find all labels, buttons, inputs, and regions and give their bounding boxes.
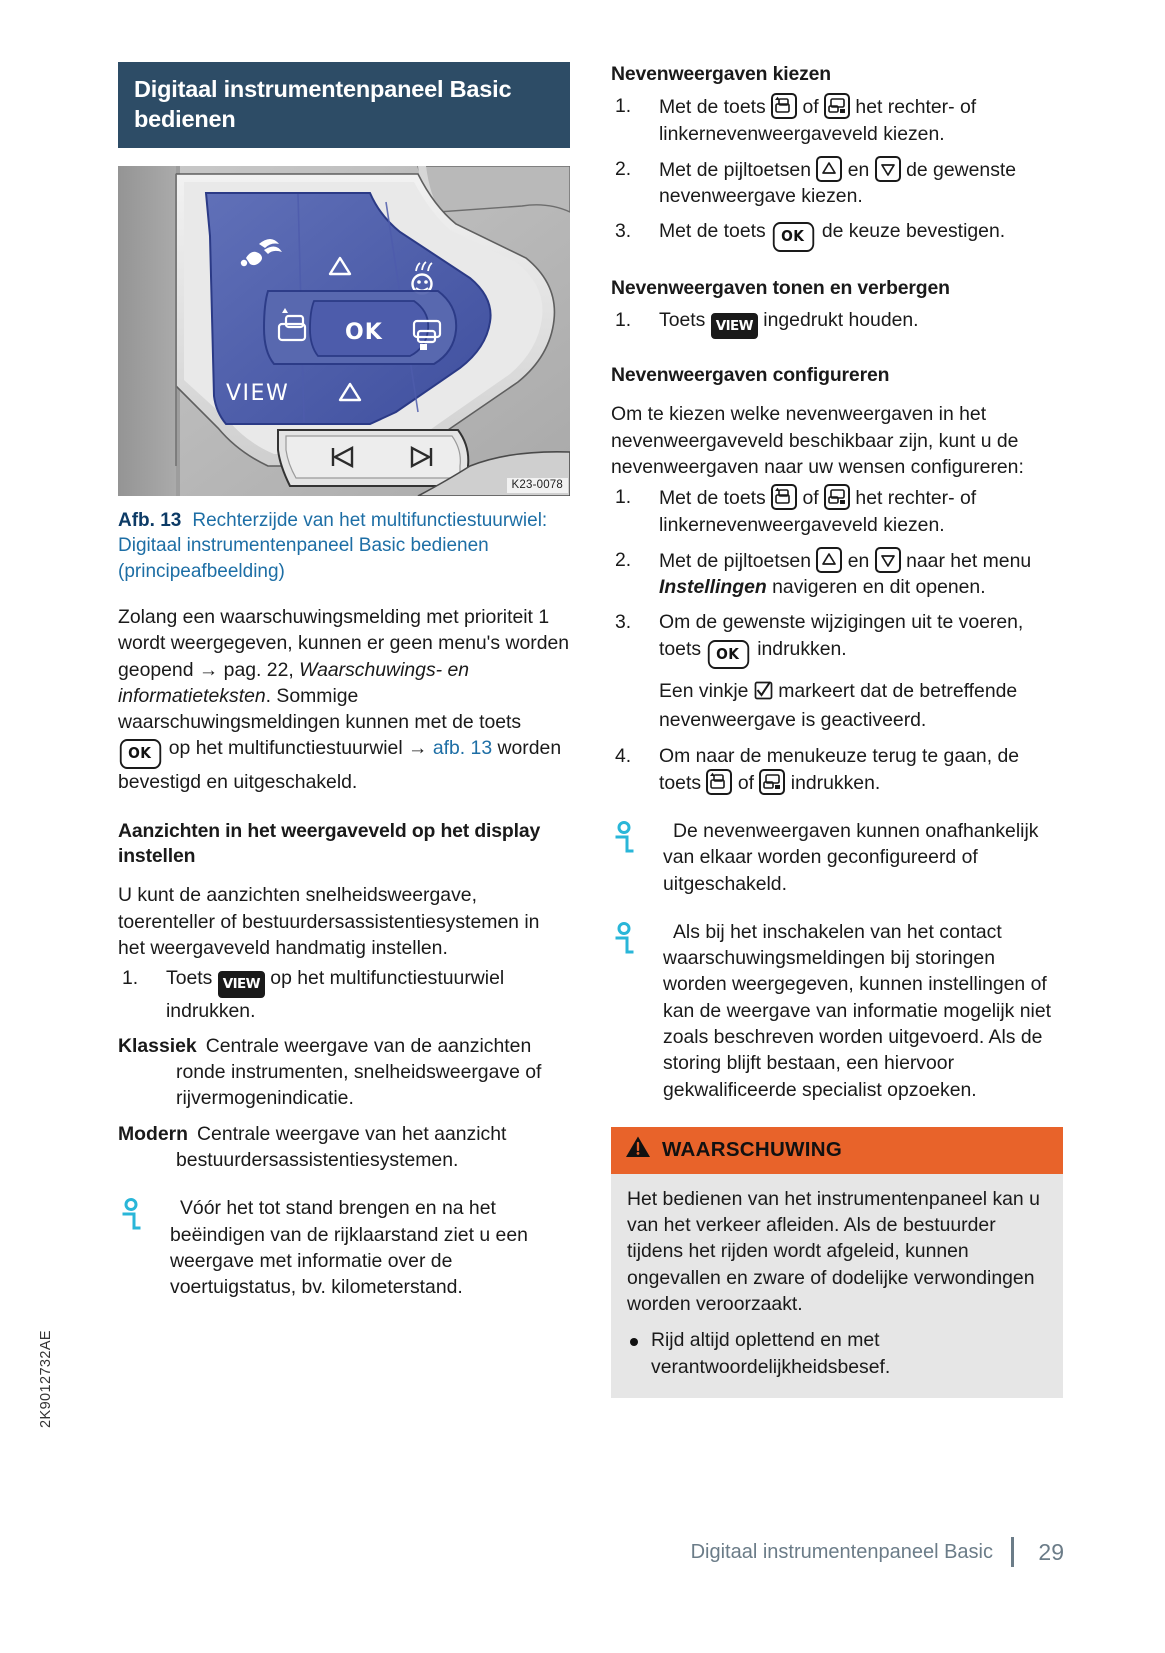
step-text-pre: Met de pijltoetsen [659, 158, 817, 181]
steps-list-select [611, 93, 1063, 251]
right-sub-display-key-icon [706, 769, 732, 795]
list-item [611, 218, 1063, 251]
right-sub-display-key-icon [771, 93, 797, 119]
step-text-mid: en [842, 549, 875, 572]
list-item [118, 1121, 570, 1174]
steps-list-configure [611, 484, 1063, 796]
info-note-text: Vóór het tot stand brengen en na het beëindigen van de rijklaarstand ziet u een weergave met informatie over de voertuigstatus, bv. kilometerstand. [170, 1197, 528, 1299]
warning-body-text: Het bedienen van het instrumentenpaneel kan u van het verkeer afleiden. Als de bestuurder tijdens het rijden wordt afgeleid, kunnen ongevallen en zware of dodelijke verwondingen worden veroorzaakt. [627, 1187, 1040, 1315]
definition-term: Klassiek [118, 1034, 197, 1057]
section-heading-show-hide: Nevenweergaven tonen en verbergen [611, 276, 950, 299]
ok-key-glyph: OK [708, 640, 750, 669]
para-part-1: Zolang een waarschuwingsmelding met prioriteit 1 wordt weergegeven, kunnen er geen menu's worden geopend → pag. 22, [118, 606, 570, 681]
checkbox-checked-icon [754, 681, 773, 707]
footer-divider [1011, 1537, 1014, 1567]
step-number: 2. [615, 157, 632, 180]
step-text-pre: Toets [166, 967, 218, 990]
info-icon [615, 922, 641, 963]
step-number: 2. [615, 548, 632, 571]
page-title: Digitaal instrumentenpaneel Basic bedienen [118, 62, 570, 148]
step-number: 1. [615, 308, 632, 331]
step-text-post: indrukken. [751, 637, 847, 660]
step-text-post: naar het menu [900, 549, 1032, 572]
left-sub-display-key-icon [824, 484, 850, 510]
view-key-glyph: VIEW [711, 313, 758, 339]
para-part-2: . Sommige waarschuwingsmeldingen kunnen met de toets [118, 684, 522, 734]
view-button-label: VIEW [226, 381, 290, 407]
ok-key-glyph: OK [773, 222, 815, 251]
arrow-down-key-icon [875, 547, 901, 573]
step-sub-text [659, 678, 1063, 734]
step-text-post2: navigeren en dit openen. [766, 576, 986, 599]
page-number: 29 [1038, 1538, 1064, 1565]
step-text-post: de keuze bevestigen. [816, 220, 1006, 243]
step-text-pre: Om de gewenste wijzigingen uit te voeren, toets [659, 611, 1024, 660]
step-text-post: het rechter- of linkernevenweergaveveld kiezen. [659, 96, 977, 145]
steps-list-views [118, 965, 570, 1024]
step-text-pre: Om naar de menukeuze terug te gaan, de toets [659, 744, 1020, 794]
menu-name-instellingen: Instellingen [659, 576, 767, 599]
arrow-up-key-icon [816, 156, 842, 182]
step-text-post: het rechter- of linkernevenweergaveveld kiezen. [659, 487, 977, 536]
figure-caption-text: Rechterzijde van het multifunctiestuurwiel: Digitaal instrumentenpaneel Basic bedienen (principeafbeelding) [118, 510, 548, 582]
footer-section-title: Digitaal instrumentenpaneel Basic [690, 1540, 993, 1563]
ok-key-glyph: OK [120, 739, 162, 768]
step-text-post: indrukken. [785, 771, 881, 794]
figure-code: K23-0078 [507, 478, 568, 493]
section-configure-intro: Om te kiezen welke nevenweergaven in het nevenweergaveveld beschikbaar zijn, kunt u de nevenweergaven naar uw wensen configureren: [611, 403, 1024, 478]
info-note-text: Als bij het inschakelen van het contact waarschuwingsmeldingen bij storingen worden weergegeven, kunnen instellingen of kan de weergave van informatie mogelijk niet zoals beschreven worden uitgevoerd. Als de storing blijft bestaan, een hiervoor gekwalificeerde specialist opzoeken. [663, 920, 1052, 1101]
cross-reference-link[interactable]: afb. 13 [432, 737, 493, 760]
list-item [611, 743, 1063, 797]
list-item [611, 156, 1063, 210]
ok-button-label: OK [345, 320, 383, 346]
step-text-mid: of [732, 771, 760, 794]
view-key-glyph: VIEW [218, 971, 265, 997]
figure-caption [118, 508, 570, 584]
definition-text: Centrale weergave van het aanzicht bestuurdersassistentiesystemen. [176, 1122, 507, 1171]
page-footer [0, 1537, 1165, 1567]
step-number: 1. [122, 967, 139, 990]
info-note-right-1 [611, 818, 1063, 897]
step-number: 1. [615, 486, 632, 509]
step-number: 4. [615, 744, 632, 767]
arrow-down-key-icon [875, 156, 901, 182]
para-italic-ref: Waarschuwings- en informatieteksten [118, 658, 470, 707]
step-text-post: de gewenste nevenweergave kiezen. [659, 158, 1017, 208]
warning-title: WAARSCHUWING [662, 1137, 843, 1161]
left-sub-display-key-icon [824, 93, 850, 119]
step-number: 3. [615, 611, 632, 634]
section-heading-select-sub-displays: Nevenweergaven kiezen [611, 63, 831, 85]
definition-text: Centrale weergave van de aanzichten ronde instrumenten, snelheidsweergave of rijvermogenindicatie. [176, 1034, 542, 1110]
para-part-3: op het multifunctiestuurwiel → [163, 737, 433, 760]
list-item [611, 484, 1063, 538]
sub-text-post: markeert dat de betreffende nevenweergave is geactiveerd. [659, 679, 1018, 732]
right-column [611, 62, 1063, 1398]
arrow-up-key-icon [816, 547, 842, 573]
warning-header [611, 1127, 1063, 1174]
info-icon [615, 821, 641, 862]
warning-box [611, 1127, 1063, 1398]
step-text-mid: en [842, 158, 875, 181]
section-views-intro: U kunt de aanzichten snelheidsweergave, toerenteller of bestuurdersassistentiesystemen in het weergaveveld handmatig instellen. [118, 884, 540, 960]
left-column [118, 62, 570, 1300]
step-text-mid: of [797, 487, 825, 510]
definition-list-view-modes [118, 1033, 570, 1173]
steps-list-show-hide [611, 307, 1063, 339]
document-side-code: 2K9012732AE [38, 1330, 54, 1428]
figure-caption-label: Afb. 13 [118, 510, 182, 532]
step-text-post: ingedrukt houden. [757, 308, 919, 331]
list-item [611, 609, 1063, 733]
section-heading-views: Aanzichten in het weergaveveld op het display instellen [118, 820, 541, 868]
list-item [118, 1033, 570, 1112]
list-item [118, 965, 570, 1024]
info-icon [122, 1198, 148, 1239]
warning-triangle-icon [625, 1135, 651, 1165]
step-text-pre: Met de toets [659, 96, 772, 119]
step-text-pre: Met de toets [659, 220, 772, 243]
step-text-pre: Met de toets [659, 487, 772, 510]
step-number: 1. [615, 95, 632, 118]
list-item [611, 547, 1063, 601]
section-heading-configure: Nevenweergaven configureren [611, 364, 890, 387]
definition-term: Modern [118, 1122, 189, 1145]
info-note-right-2 [611, 919, 1063, 1103]
step-text-post: op het multifunctiestuurwiel indrukken. [166, 967, 505, 1022]
step-number: 3. [615, 220, 632, 243]
paragraph-warning-priority [118, 604, 570, 795]
sub-text-pre: Een vinkje [659, 679, 754, 702]
steering-wheel-illustration [118, 166, 570, 496]
step-text-pre: Met de pijltoetsen [659, 549, 817, 572]
right-sub-display-key-icon [771, 484, 797, 510]
para-part-4: worden bevestigd en uitgeschakeld. [118, 737, 562, 793]
info-note-left [118, 1195, 570, 1300]
step-text-mid: of [797, 96, 825, 119]
step-text-pre: Toets [659, 308, 711, 331]
left-sub-display-key-icon [759, 769, 785, 795]
figure-steering-wheel [118, 166, 570, 496]
list-item [611, 93, 1063, 147]
warning-body [611, 1174, 1063, 1398]
warning-bullet-list [627, 1327, 1047, 1380]
list-item: Rijd altijd oplettend en met verantwoordelijkheidsbesef. [627, 1327, 1047, 1380]
info-note-text: De nevenweergaven kunnen onafhankelijk van elkaar worden geconfigureerd of uitgeschakeld. [663, 820, 1039, 895]
list-item [611, 307, 1063, 339]
